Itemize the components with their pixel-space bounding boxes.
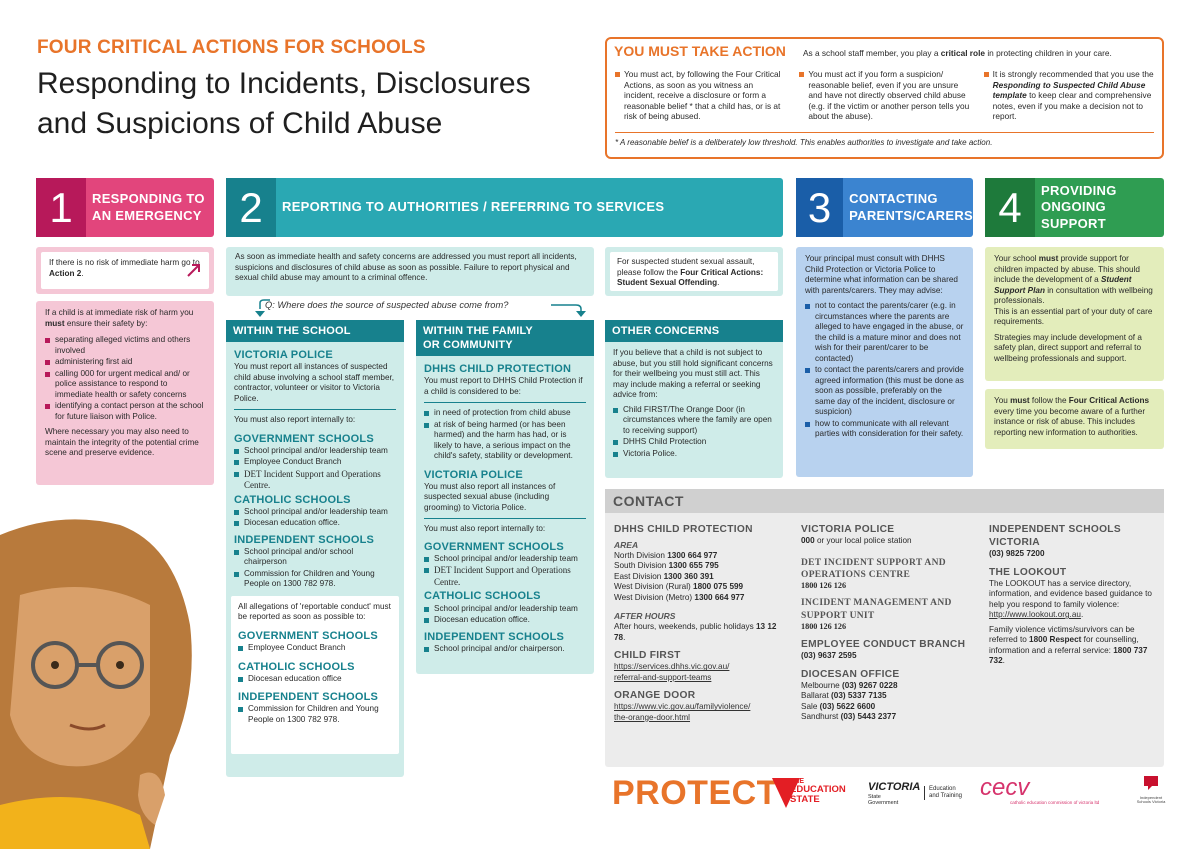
list-item: Employee Conduct Branch <box>234 457 396 468</box>
action-title: PROVIDING <box>1041 183 1117 199</box>
victoria-police-contact-heading: VICTORIA POLICE <box>801 524 895 535</box>
list-item: Commission for Children and Young People on 1300 782 978. <box>238 704 392 725</box>
diocesan-row: Melbourne (03) 9267 0228 <box>801 680 898 690</box>
catholic-schools-heading: CATHOLIC SCHOOLS <box>424 590 541 603</box>
list-item: not to contact the parents/carer (e.g. in circumstances where the parents are alleged to have engaged in the abuse, or the child is a mature minor and does not wish for their parent/carer to be contacted) <box>805 301 964 364</box>
independent-schools-heading: INDEPENDENT SCHOOLS <box>238 691 379 704</box>
further-instance-text: You must follow the Four Critical Actions every time you become aware of a further instance or risk of abuse. This includes reporting new information to authorities. <box>994 396 1150 437</box>
cecv-text: cecv <box>980 774 1030 801</box>
list-item: Employee Conduct Branch <box>238 643 392 654</box>
area-row: North Division 1300 664 977 <box>614 550 718 560</box>
after-hours-heading: AFTER HOURS <box>614 611 676 622</box>
crime-scene-note: Where necessary you may also need to maintain the integrity of the potential crime scene and preserve evidence. <box>45 427 199 457</box>
orange-door-link[interactable]: https://www.vic.gov.au/familyviolence/ the-orange-door.html <box>614 702 751 722</box>
isv-mark-icon <box>1142 774 1160 792</box>
title-line-2: and Suspicions of Child Abuse <box>37 106 443 140</box>
list-item: Victoria Police. <box>613 449 775 460</box>
no-risk-card: If there is no risk of immediate harm go to Action 2. <box>41 252 209 289</box>
diocesan-row: Sale (03) 5622 6600 <box>801 701 876 711</box>
list-item: to contact the parents/carers and provide agreed information (this must be done as soon as possible, preferably on the same day of the incident, disclosure or suspicion) <box>805 365 964 418</box>
must-take-action-col3: It is strongly recommended that you use the Responding to Suspected Child Abuse template to keep clear and comprehensive notes, even if you make a decision not to report. <box>984 69 1154 122</box>
diocesan-row: Sandhurst (03) 5443 2377 <box>801 712 897 722</box>
list-item: Child FIRST/The Orange Door (in circumstances where the family are open to receiving support) <box>613 405 775 437</box>
action-4-header <box>985 178 1164 237</box>
action-number: 3 <box>796 178 843 237</box>
contact-heading: CONTACT <box>605 489 1164 513</box>
footnote: * A reasonable belief is a deliberately low threshold. This enables authorities to investigate and take action. <box>615 138 993 147</box>
action-number: 1 <box>36 178 86 237</box>
no-risk-box <box>36 247 214 294</box>
victoria-government-logo <box>868 780 968 808</box>
action-title: ONGOING <box>1041 199 1106 215</box>
child-first-heading: CHILD FIRST <box>614 650 681 662</box>
gov-schools-heading: GOVERNMENT SCHOOLS <box>234 432 374 445</box>
list-item: Diocesan education office <box>238 674 392 685</box>
victoria-police-contact-text: 000 or your local police station <box>801 536 912 546</box>
action-number: 4 <box>985 178 1035 237</box>
list-item: Commission for Children and Young People on 1300 782 978. <box>234 569 396 590</box>
cecv-logo <box>980 776 1120 808</box>
page-title <box>37 64 577 143</box>
list-item: School principal and/or leadership team <box>234 446 396 457</box>
action-2-header <box>226 178 783 237</box>
list-item: in need of protection from child abuse <box>424 408 586 419</box>
list-item: how to communicate with all relevant parties with consideration for their safety. <box>805 419 964 440</box>
dhhs-text: You must report to DHHS Child Protection if a child is considered to be: <box>424 376 583 396</box>
lookout-heading: THE LOOKOUT <box>989 566 1067 578</box>
within-school-heading: WITHIN THE SCHOOL <box>226 320 404 342</box>
education-training-text: Education and Training <box>924 786 962 800</box>
within-family-heading: WITHIN THE FAMILY OR COMMUNITY <box>416 320 594 356</box>
imsu-phone: 1800 126 126 <box>801 621 847 631</box>
list-item: School principal and/or school chairperson <box>234 547 396 568</box>
isv-heading: INDEPENDENT SCHOOLS VICTORIA <box>989 524 1121 549</box>
report-internally: You must also report internally to: <box>424 524 546 534</box>
state-government-text: State Government <box>868 794 899 807</box>
title-line-1: Responding to Incidents, Disclosures <box>37 67 531 100</box>
reportable-conduct-card <box>231 596 399 754</box>
must-take-action-col2: You must act if you form a suspicion/ reasonable belief, even if you are unsure and have not directly observed child abuse (e.g. if the victim or another person tells you about the abuse). <box>799 69 969 122</box>
cecv-subtitle: catholic education commission of victoria ltd <box>1010 800 1100 805</box>
isv-logo-text: Independent Schools Victoria <box>1136 794 1166 804</box>
list-item: School principal and/or leadership team <box>234 507 396 518</box>
report-intro-box <box>226 247 594 296</box>
diocesan-row: Ballarat (03) 5337 7135 <box>801 691 887 701</box>
victoria-police-text: You must also report all instances of suspected sexual abuse (including grooming) to Victoria Police. <box>424 481 556 512</box>
question-text: Q: Where does the source of suspected abuse come from? <box>265 300 509 310</box>
sexual-assault-box <box>605 247 783 296</box>
within-family-box <box>416 320 594 674</box>
after-hours-text: After hours, weekends, public holidays 13 12 78. <box>614 622 777 642</box>
victoria-text: VICTORIA <box>868 781 921 793</box>
independent-schools-heading: INDEPENDENT SCHOOLS <box>424 630 565 643</box>
isv-logo <box>1134 774 1168 808</box>
independent-schools-heading: INDEPENDENT SCHOOLS <box>234 533 375 546</box>
other-concerns-text: If you believe that a child is not subject to abuse, but you still hold significant concerns for their wellbeing you must still act. This may include making a referral or seeking advice from: <box>613 348 773 400</box>
education-state-logo <box>772 778 856 808</box>
gov-schools-heading: GOVERNMENT SCHOOLS <box>424 540 564 553</box>
other-concerns-box <box>605 320 783 478</box>
action-title: RESPONDING TO <box>92 191 205 207</box>
victoria-police-heading: VICTORIA POLICE <box>424 468 523 481</box>
imsu-heading: INCIDENT MANAGEMENT AND SUPPORT UNIT <box>801 598 952 621</box>
parents-carers-text: Your principal must consult with DHHS Child Protection or Victoria Police to determine what information can be shared with parents/carers. They may advise: <box>805 254 958 295</box>
ecb-phone: (03) 9637 2595 <box>801 651 857 661</box>
contact-panel <box>605 489 1164 767</box>
list-item: DHHS Child Protection <box>613 437 775 448</box>
gov-schools-heading: GOVERNMENT SCHOOLS <box>238 629 378 642</box>
kicker: FOUR CRITICAL ACTIONS FOR SCHOOLS <box>37 37 426 58</box>
area-row: West Division (Metro) 1300 664 977 <box>614 592 745 602</box>
report-intro: As soon as immediate health and safety concerns are addressed you must report all incidents, suspicions and disclosures of child abuse as soon as possible. Failure to report physical and sexual child abuse may amount to a criminal offence. <box>235 252 577 282</box>
list-item: at risk of being harmed (or has been harmed) and the harm has had, or is likely to have, a serious impact on the child's safety, stability or development. <box>424 420 586 462</box>
det-phone: 1800 126 126 <box>801 580 847 590</box>
parents-carers-box <box>796 247 973 477</box>
area-row: South Division 1300 655 795 <box>614 561 719 571</box>
action-title: AN EMERGENCY <box>92 207 202 223</box>
further-instance-box <box>985 389 1164 449</box>
det-heading: DET INCIDENT SUPPORT AND OPERATIONS CENTRE <box>801 557 946 580</box>
must-take-action-heading: YOU MUST TAKE ACTION <box>614 43 786 59</box>
list-item: calling 000 for urgent medical and/ or police assistance to respond to immediate health or safety concerns <box>45 369 205 401</box>
isv-phone: (03) 9825 7200 <box>989 549 1045 559</box>
action-3-header <box>796 178 973 237</box>
list-item: School principal and/or chairperson. <box>424 644 586 655</box>
diocesan-heading: DIOCESAN OFFICE <box>801 668 900 680</box>
list-item: DET Incident Support and Operations Centre. <box>424 565 586 588</box>
sexual-assault-card: For suspected student sexual assault, please follow the Four Critical Actions: Student Sexual Offending. <box>610 252 778 291</box>
list-item: administering first aid <box>45 357 205 368</box>
catholic-schools-heading: CATHOLIC SCHOOLS <box>234 493 351 506</box>
immediate-risk-intro: If a child is at immediate risk of harm you must ensure their safety by: <box>45 308 194 328</box>
action-number: 2 <box>226 178 276 237</box>
reportable-conduct-text: All allegations of 'reportable conduct' must be reported as soon as possible to: <box>238 601 391 622</box>
list-item: School principal and/or leadership team <box>424 554 586 565</box>
other-concerns-heading: OTHER CONCERNS <box>605 320 783 342</box>
area-heading: AREA <box>614 540 639 551</box>
dhhs-heading: DHHS CHILD PROTECTION <box>424 363 572 376</box>
ecb-heading: EMPLOYEE CONDUCT BRANCH <box>801 639 966 651</box>
child-first-link[interactable]: https://services.dhhs.vic.gov.au/ referral-and-support-teams <box>614 662 730 682</box>
dhhs-contact-heading: DHHS CHILD PROTECTION <box>614 524 753 535</box>
protect-logo: PROTECT <box>612 774 778 812</box>
girl-illustration <box>0 515 200 849</box>
area-row: West Division (Rural) 1800 075 599 <box>614 582 744 592</box>
list-item: DET Incident Support and Operations Centre. <box>234 469 396 492</box>
support-plan-text: Your school must provide support for children impacted by abuse. This should include the development of a Student Support Plan in consultation with wellbeing professionals. <box>994 254 1153 305</box>
victoria-police-heading: VICTORIA POLICE <box>234 349 333 362</box>
ongoing-support-box <box>985 247 1164 381</box>
must-take-action-box <box>605 37 1164 159</box>
list-item: separating alleged victims and others involved <box>45 335 205 356</box>
action-title: SUPPORT <box>1041 215 1106 231</box>
lookout-link[interactable]: http://www.lookout.org.au <box>989 610 1081 620</box>
action-title: CONTACTING <box>849 191 938 207</box>
divider <box>615 132 1154 133</box>
family-violence-text: Family violence victims/survivors can be referred to 1800 Respect for counselling, information and a referral service: 1800 737 732. <box>989 624 1148 666</box>
list-item: School principal and/or leadership team <box>424 604 586 615</box>
strategies-text: Strategies may include development of a safety plan, direct support and referral to wellbeing professionals and support. <box>994 332 1142 363</box>
must-take-action-col1: You must act, by following the Four Critical Actions, as soon as you witness an incident, receive a disclosure or form a reasonable belief * that a child has, or is at risk of being abused. <box>615 69 785 122</box>
lookout-text: The LOOKOUT has a service directory, information, and evidence based guidance to help you respond to family violence: http://www.lookout.org.au. <box>989 578 1152 620</box>
victoria-police-text: You must report all instances of suspected child abuse involving a school staff member, contractor, volunteer or visitor to Victoria Police. <box>234 362 395 403</box>
must-take-action-intro: As a school staff member, you play a critical role in protecting children in your care. <box>803 48 1112 58</box>
action-title: PARENTS/CARERS <box>849 207 973 223</box>
list-item: Diocesan education office. <box>424 615 586 626</box>
catholic-schools-heading: CATHOLIC SCHOOLS <box>238 660 355 673</box>
within-school-box <box>226 320 404 777</box>
action-1-header <box>36 178 214 237</box>
action-title: REPORTING TO AUTHORITIES / REFERRING TO SERVICES <box>282 199 665 215</box>
immediate-risk-box <box>36 301 214 485</box>
duty-of-care-text: This is an essential part of your duty of care requirements. <box>994 306 1153 326</box>
arrow-up-right-icon <box>185 261 203 279</box>
education-state-text: THE EDUCATION STATE <box>790 778 846 806</box>
list-item: Diocesan education office. <box>234 518 396 529</box>
area-row: East Division 1300 360 391 <box>614 571 714 581</box>
report-internally: You must also report internally to: <box>234 415 356 425</box>
list-item: identifying a contact person at the school for future liaison with Police. <box>45 401 205 422</box>
orange-door-heading: ORANGE DOOR <box>614 690 696 702</box>
